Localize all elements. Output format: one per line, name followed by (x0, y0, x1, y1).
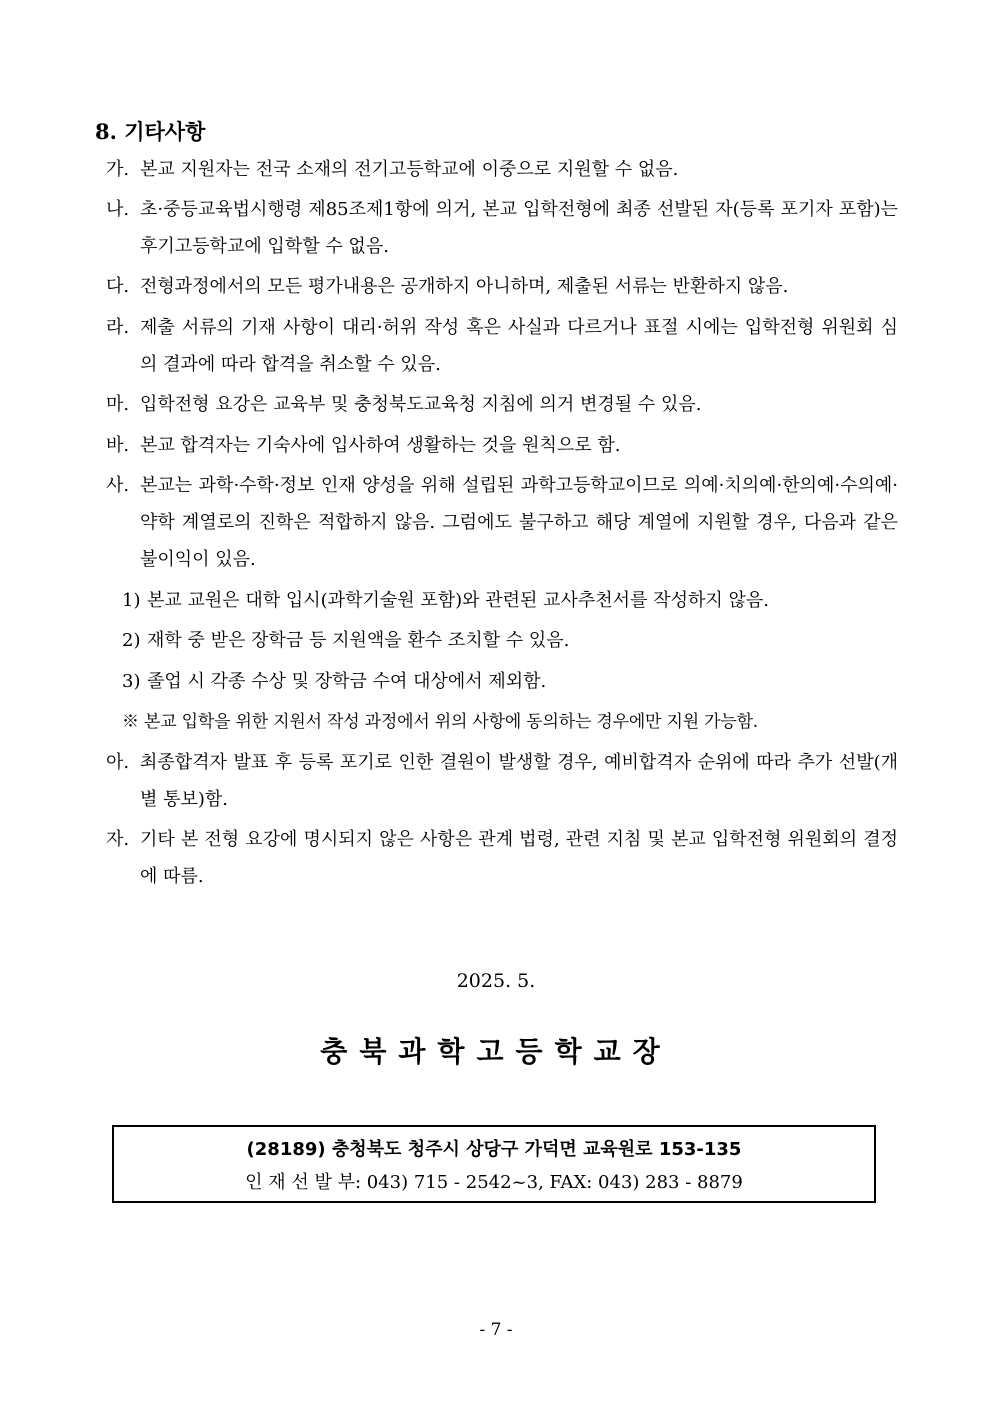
list-text: 본교는 과학·수학·정보 인재 양성을 위해 설립된 과학고등학교이므로 의예·치의예·한의예·수의예·약학 계열로의 진학은 적합하지 않음. 그럼에도 불구하고 해당 계열에 지원할 경우, 다음과 같은 불이익이 있음. (140, 475, 898, 570)
list-text: 본교 합격자는 기숙사에 입사하여 생활하는 것을 원칙으로 함. (140, 435, 621, 456)
list-text: 입학전형 요강은 교육부 및 충청북도교육청 지침에 의거 변경될 수 있음. (140, 394, 702, 415)
list-text: 전형과정에서의 모든 평가내용은 공개하지 아니하며, 제출된 서류는 반환하지 않음. (140, 276, 789, 297)
sub-list-text: 본교 교원은 대학 입시(과학기술원 포함)와 관련된 교사추천서를 작성하지 않음. (147, 590, 769, 611)
sub-list-item (122, 622, 569, 659)
list-marker: 사. (106, 475, 130, 496)
list-item (106, 151, 898, 188)
sub-list-text: 졸업 시 각종 수상 및 장학금 수여 대상에서 제외함. (147, 671, 547, 692)
list-item (106, 191, 898, 265)
list-item (106, 821, 898, 895)
list-item (106, 268, 898, 305)
sub-list-marker: 3) (122, 671, 141, 692)
list-text: 기타 본 전형 요강에 명시되지 않은 사항은 관계 법령, 관련 지침 및 본교 입학전형 위원회의 결정에 따름. (140, 829, 898, 887)
signer-title: 충북과학고등학교장 (320, 1035, 672, 1068)
contact-address: (28189) 충청북도 청주시 상당구 가덕면 교육원로 153-135 (246, 1139, 742, 1160)
list-text: 초·중등교육법시행령 제85조제1항에 의거, 본교 입학전형에 최종 선발된 자(등록 포기자 포함)는 후기고등학교에 입학할 수 없음. (140, 199, 898, 257)
contact-box (112, 1125, 876, 1203)
section-title: 8. 기타사항 (95, 119, 206, 144)
list-marker: 가. (106, 159, 130, 180)
sub-list-item (122, 663, 546, 700)
sub-list-marker: 1) (122, 590, 141, 611)
list-item (106, 467, 898, 578)
list-text: 최종합격자 발표 후 등록 포기로 인한 결원이 발생할 경우, 예비합격자 순위에 따라 추가 선발(개별 통보)함. (140, 752, 898, 810)
list-text: 본교 지원자는 전국 소재의 전기고등학교에 이중으로 지원할 수 없음. (140, 159, 679, 180)
list-marker: 라. (106, 317, 130, 338)
list-text: 제출 서류의 기재 사항이 대리·허위 작성 혹은 사실과 다르거나 표절 시에는 입학전형 위원회 심의 결과에 따라 합격을 취소할 수 있음. (140, 317, 898, 375)
list-marker: 다. (106, 276, 130, 297)
list-marker: 마. (106, 394, 130, 415)
document-date: 2025. 5. (456, 970, 536, 992)
list-item (106, 744, 898, 818)
contact-phone: 인 재 선 발 부: 043) 715 - 2542~3, FAX: 043) 283 - 8879 (245, 1172, 743, 1193)
list-marker: 아. (106, 752, 130, 773)
list-marker: 나. (106, 199, 130, 220)
list-marker: 자. (106, 829, 130, 850)
list-item (106, 427, 898, 464)
list-item (106, 386, 898, 423)
sub-list-text: 재학 중 받은 장학금 등 지원액을 환수 조치할 수 있음. (147, 630, 570, 651)
page-number: - 7 - (479, 1320, 513, 1340)
sub-list-marker: 2) (122, 630, 141, 651)
consent-note: ※ 본교 입학을 위한 지원서 작성 과정에서 위의 사항에 동의하는 경우에만 지원 가능함. (122, 712, 758, 732)
sub-list-item (122, 582, 769, 619)
list-item (106, 309, 898, 383)
list-marker: 바. (106, 435, 130, 456)
